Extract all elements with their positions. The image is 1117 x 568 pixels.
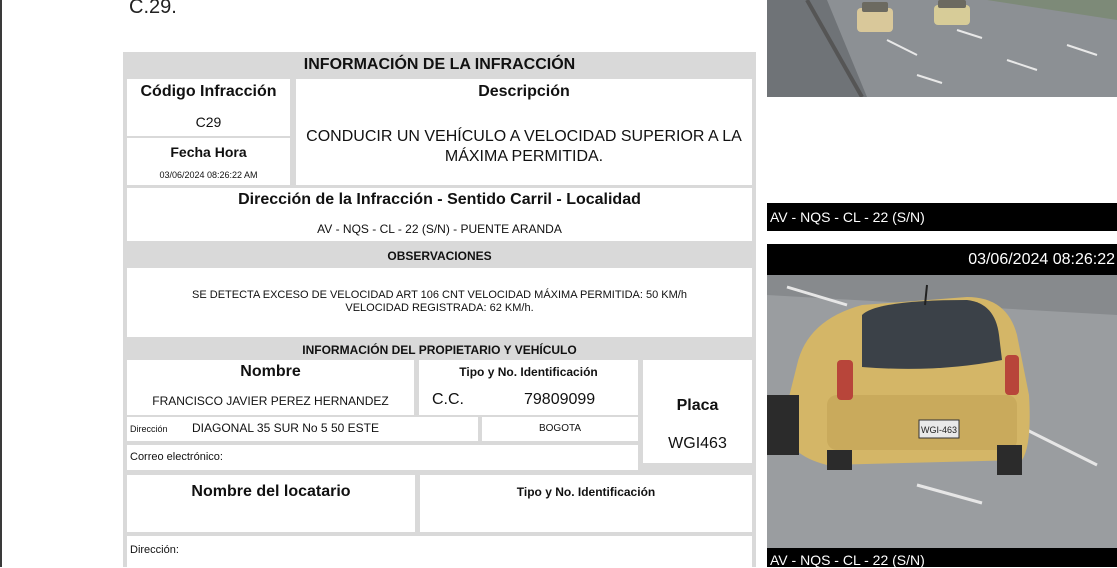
locatario-nombre-label: Nombre del locatario	[191, 483, 351, 500]
fecha-label: Fecha Hora	[170, 144, 247, 160]
observaciones-heading: OBSERVACIONES	[387, 249, 492, 263]
camera-bottom-timestamp: 03/06/2024 08:26:22	[968, 251, 1115, 268]
nombre-cell	[127, 360, 414, 415]
locatario-nombre-cell	[127, 475, 415, 532]
codigo-label: Código Infracción	[140, 83, 277, 100]
previous-page-text: C.29.	[129, 0, 177, 18]
camera-top-caption: AV - NQS - CL - 22 (S/N)	[770, 209, 925, 225]
ciudad-cell	[482, 417, 638, 441]
tipo-id-label: Tipo y No. Identificación	[459, 365, 598, 379]
nombre-label: Nombre	[240, 363, 301, 380]
locatario-tipo-id-label: Tipo y No. Identificación	[516, 485, 656, 499]
direccion-infraccion-cell	[127, 188, 752, 241]
locatario-direccion-label: Dirección:	[130, 544, 179, 556]
tipo-id-cell	[419, 360, 638, 415]
propietario-direccion-label: Dirección	[130, 424, 168, 434]
camera-top-caption-bar	[767, 203, 1117, 231]
tipo-id-number: 79809099	[524, 391, 596, 408]
camera-photo-bottom	[767, 275, 1117, 548]
camera-bottom-caption-bar	[767, 548, 1117, 567]
tipo-id-type: C.C.	[432, 391, 464, 408]
placa-label: Placa	[676, 397, 719, 414]
observaciones-line-1: SE DETECTA EXCESO DE VELOCIDAD ART 106 CNT VELOCIDAD MÁXIMA PERMITIDA: 50 KM/h	[192, 289, 687, 301]
locatario-tipo-id-cell	[420, 475, 752, 532]
camera-bottom-timestamp-bar	[767, 244, 1117, 275]
page-left-border	[0, 0, 2, 567]
codigo-value: C29	[195, 114, 222, 130]
propietario-heading: INFORMACIÓN DEL PROPIETARIO Y VEHÍCULO	[302, 343, 577, 357]
ciudad-value: BOGOTA	[538, 423, 582, 434]
direccion-infraccion-value: AV - NQS - CL - 22 (S/N) - PUENTE ARANDA	[317, 222, 562, 236]
placa-value: WGI463	[668, 435, 727, 452]
fecha-value: 03/06/2024 08:26:22 AM	[159, 170, 258, 180]
descripcion-line-2: MÁXIMA PERMITIDA.	[444, 148, 604, 165]
car-plate-text: WGI-463	[920, 425, 958, 435]
direccion-infraccion-label: Dirección de la Infracción - Sentido Carril - Localidad	[238, 191, 641, 208]
descripcion-cell	[296, 79, 752, 185]
camera-photo-top	[767, 0, 1117, 97]
observaciones-cell	[127, 268, 752, 337]
codigo-cell	[127, 79, 290, 136]
descripcion-label: Descripción	[478, 83, 570, 100]
observaciones-line-2: VELOCIDAD REGISTRADA: 62 KM/h.	[345, 302, 534, 314]
infraccion-heading: INFORMACIÓN DE LA INFRACCIÓN	[303, 56, 576, 73]
propietario-direccion-cell	[127, 417, 478, 441]
descripcion-line-1: CONDUCIR UN VEHÍCULO A VELOCIDAD SUPERIOR A LA	[306, 128, 742, 145]
correo-cell	[127, 445, 638, 470]
camera-bottom-caption: AV - NQS - CL - 22 (S/N)	[770, 552, 925, 568]
propietario-direccion-value: DIAGONAL 35 SUR No 5 50 ESTE	[192, 421, 379, 435]
placa-cell	[643, 360, 752, 463]
locatario-direccion-cell	[127, 536, 752, 567]
infraction-form	[123, 52, 756, 567]
nombre-value: FRANCISCO JAVIER PEREZ HERNANDEZ	[152, 394, 389, 408]
fecha-cell	[127, 138, 290, 185]
correo-label: Correo electrónico:	[130, 451, 223, 463]
